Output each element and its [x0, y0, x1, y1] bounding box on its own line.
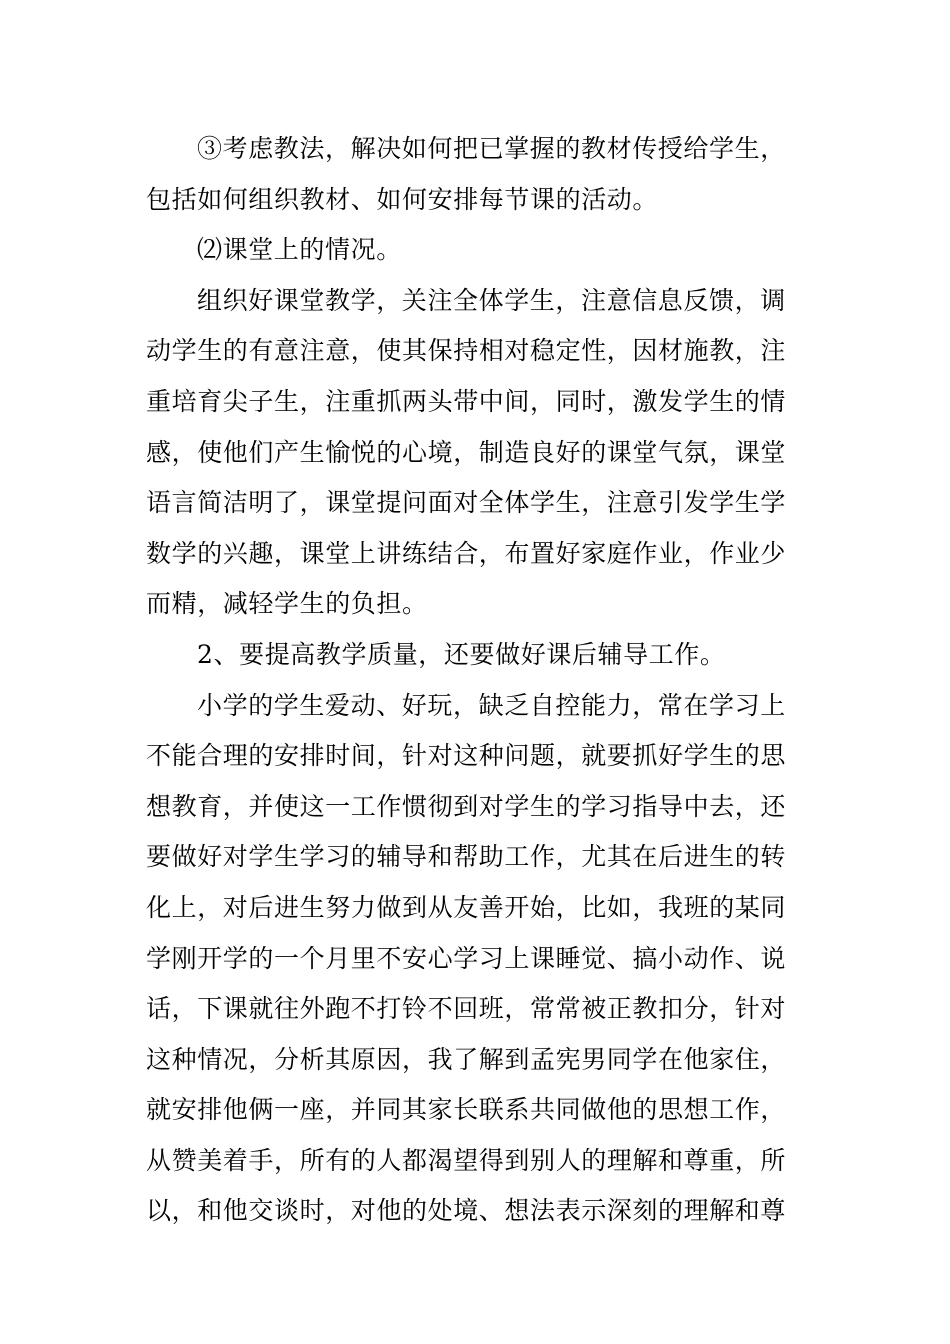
text-line: 要做好对学生学习的辅导和帮助工作，尤其在后进生的转	[146, 842, 787, 872]
text-line: 学刚开学的一个月里不安心学习上课睡觉、搞小动作、说	[146, 943, 787, 973]
text-line: ③考虑教法，解决如何把已掌握的教材传授给学生，	[197, 134, 786, 163]
text-line: 小学的学生爱动、好玩，缺乏自控能力，常在学习上	[197, 690, 786, 720]
text-line: 化上，对后进生努力做到从友善开始，比如，我班的某同	[146, 892, 787, 922]
text-line: 组织好课堂教学，关注全体学生，注意信息反馈，调	[197, 285, 786, 315]
text-line: 以，和他交谈时，对他的处境、想法表示深刻的理解和尊	[146, 1196, 787, 1226]
text-line: 而精，减轻学生的负担。	[146, 589, 428, 619]
text-line: 语言简洁明了，课堂提问面对全体学生，注意引发学生学	[146, 488, 787, 518]
text-line: 数学的兴趣，课堂上讲练结合，布置好家庭作业，作业少	[146, 538, 787, 568]
text-line: 话，下课就往外跑不打铃不回班，常常被正教扣分，针对	[146, 994, 787, 1024]
text-line: 动学生的有意注意，使其保持相对稳定性，因材施教，注	[146, 336, 787, 366]
text-line: 感，使他们产生愉悦的心境，制造良好的课堂气氛，课堂	[146, 437, 787, 467]
text-line: 从赞美着手，所有的人都渴望得到别人的理解和尊重，所	[146, 1145, 787, 1175]
text-line: ⑵课堂上的情况。	[197, 235, 402, 265]
text-line: 不能合理的安排时间，针对这种问题，就要抓好学生的思	[146, 741, 787, 771]
text-line: 就安排他俩一座，并同其家长联系共同做他的思想工作，	[146, 1095, 787, 1125]
document-body	[146, 124, 806, 1237]
text-line: 重培育尖子生，注重抓两头带中间，同时，激发学生的情	[146, 386, 787, 416]
text-line: 想教育，并使这一工作惯彻到对学生的学习指导中去，还	[146, 791, 787, 821]
text-line: 这种情况，分析其原因，我了解到孟宪男同学在他家住，	[146, 1044, 787, 1074]
text-line: 2、要提高教学质量，还要做好课后辅导工作。	[197, 639, 726, 669]
text-line: 包括如何组织教材、如何安排每节课的活动。	[146, 184, 659, 214]
